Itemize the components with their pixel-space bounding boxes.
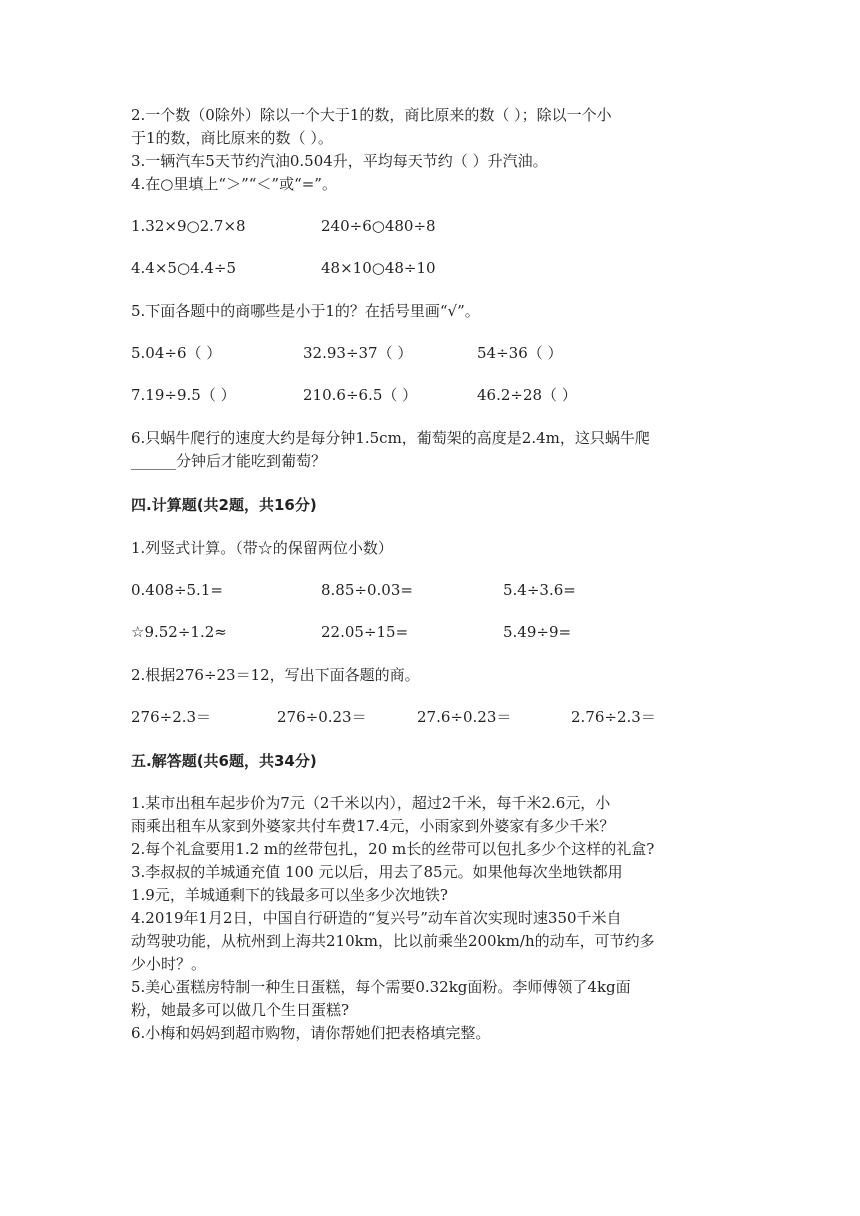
answer-line: 1.某市出租车起步价为7元（2千米以内），超过2千米，每千米2.6元，小 xyxy=(131,794,611,812)
compare-item: 48×10○48÷10 xyxy=(321,259,436,277)
calc-item: 5.4÷3.6= xyxy=(503,581,576,599)
q6-line2: ______分钟后才能吃到葡萄？ xyxy=(131,452,327,470)
quotient-item: 46.2÷28（ ） xyxy=(477,386,577,404)
answer-line: 雨乘出租车从家到外婆家共付车费17.4元，小雨家到外婆家有多少千米？ xyxy=(131,817,615,835)
answer-line: 3.李叔叔的羊城通充值 100 元以后，用去了85元。如果他每次坐地铁都用 xyxy=(131,863,623,881)
compare-item: 1.32×9○2.7×8 xyxy=(131,217,246,235)
quotient-item: 54÷36（ ） xyxy=(477,344,563,362)
section-4-title: 四.计算题(共2题，共16分) xyxy=(131,496,317,514)
q5-text: 5.下面各题中的商哪些是小于1的？在括号里画“√”。 xyxy=(131,302,480,320)
answer-line: 2.每个礼盒要用1.2 m的丝带包扎，20 m长的丝带可以包扎多少个这样的礼盒? xyxy=(131,840,655,858)
q4-text: 4.在○里填上“＞”“＜”或“=”。 xyxy=(131,175,337,193)
section-5-title: 五.解答题(共6题，共34分) xyxy=(131,752,317,770)
quotient-item: 32.93÷37（ ） xyxy=(303,344,413,362)
compare-item: 240÷6○480÷8 xyxy=(321,217,436,235)
calc-item: 276÷2.3＝ xyxy=(131,708,212,726)
q6-line1: 6.只蜗牛爬行的速度大约是每分钟1.5cm，葡萄架的高度是2.4m，这只蜗牛爬 xyxy=(131,429,650,447)
quotient-item: 210.6÷6.5（ ） xyxy=(303,386,418,404)
answer-line: 少小时？。 xyxy=(131,955,207,973)
calc-q2-text: 2.根据276÷23＝12，写出下面各题的商。 xyxy=(131,666,420,684)
q2-line2: 于1的数，商比原来的数（ ）。 xyxy=(131,129,333,147)
answer-line: 动驾驶功能，从杭州到上海共210km，比以前乘坐200km/h的动车，可节约多 xyxy=(131,932,655,950)
answer-line: 4.2019年1月2日，中国自行研造的“复兴号”动车首次实现时速350千米自 xyxy=(131,909,622,927)
answer-line: 6.小梅和妈妈到超市购物，请你帮她们把表格填完整。 xyxy=(131,1024,491,1042)
calc-item: ☆9.52÷1.2≈ xyxy=(131,623,227,641)
calc-item: 0.408÷5.1= xyxy=(131,581,223,599)
calc-item: 8.85÷0.03= xyxy=(321,581,413,599)
calc-item: 5.49÷9= xyxy=(503,623,572,641)
calc-q1-text: 1.列竖式计算。（带☆的保留两位小数） xyxy=(131,539,393,557)
compare-item: 4.4×5○4.4÷5 xyxy=(131,259,237,277)
quotient-item: 5.04÷6（ ） xyxy=(131,344,222,362)
calc-item: 2.76÷2.3＝ xyxy=(571,708,656,726)
answer-line: 粉，她最多可以做几个生日蛋糕? xyxy=(131,1001,350,1019)
calc-item: 22.05÷15= xyxy=(321,623,409,641)
calc-item: 27.6÷0.23＝ xyxy=(417,708,512,726)
q2-line1: 2.一个数（0除外）除以一个大于1的数，商比原来的数（ ）；除以一个小 xyxy=(131,106,612,124)
q3-text: 3.一辆汽车5天节约汽油0.504升，平均每天节约（ ）升汽油。 xyxy=(131,152,548,170)
answer-line: 5.美心蛋糕房特制一种生日蛋糕，每个需要0.32kg面粉。李师傅领了4kg面 xyxy=(131,978,631,996)
quotient-item: 7.19÷9.5（ ） xyxy=(131,386,236,404)
calc-item: 276÷0.23＝ xyxy=(277,708,367,726)
answer-line: 1.9元，羊城通剩下的钱最多可以坐多少次地铁? xyxy=(131,886,448,904)
